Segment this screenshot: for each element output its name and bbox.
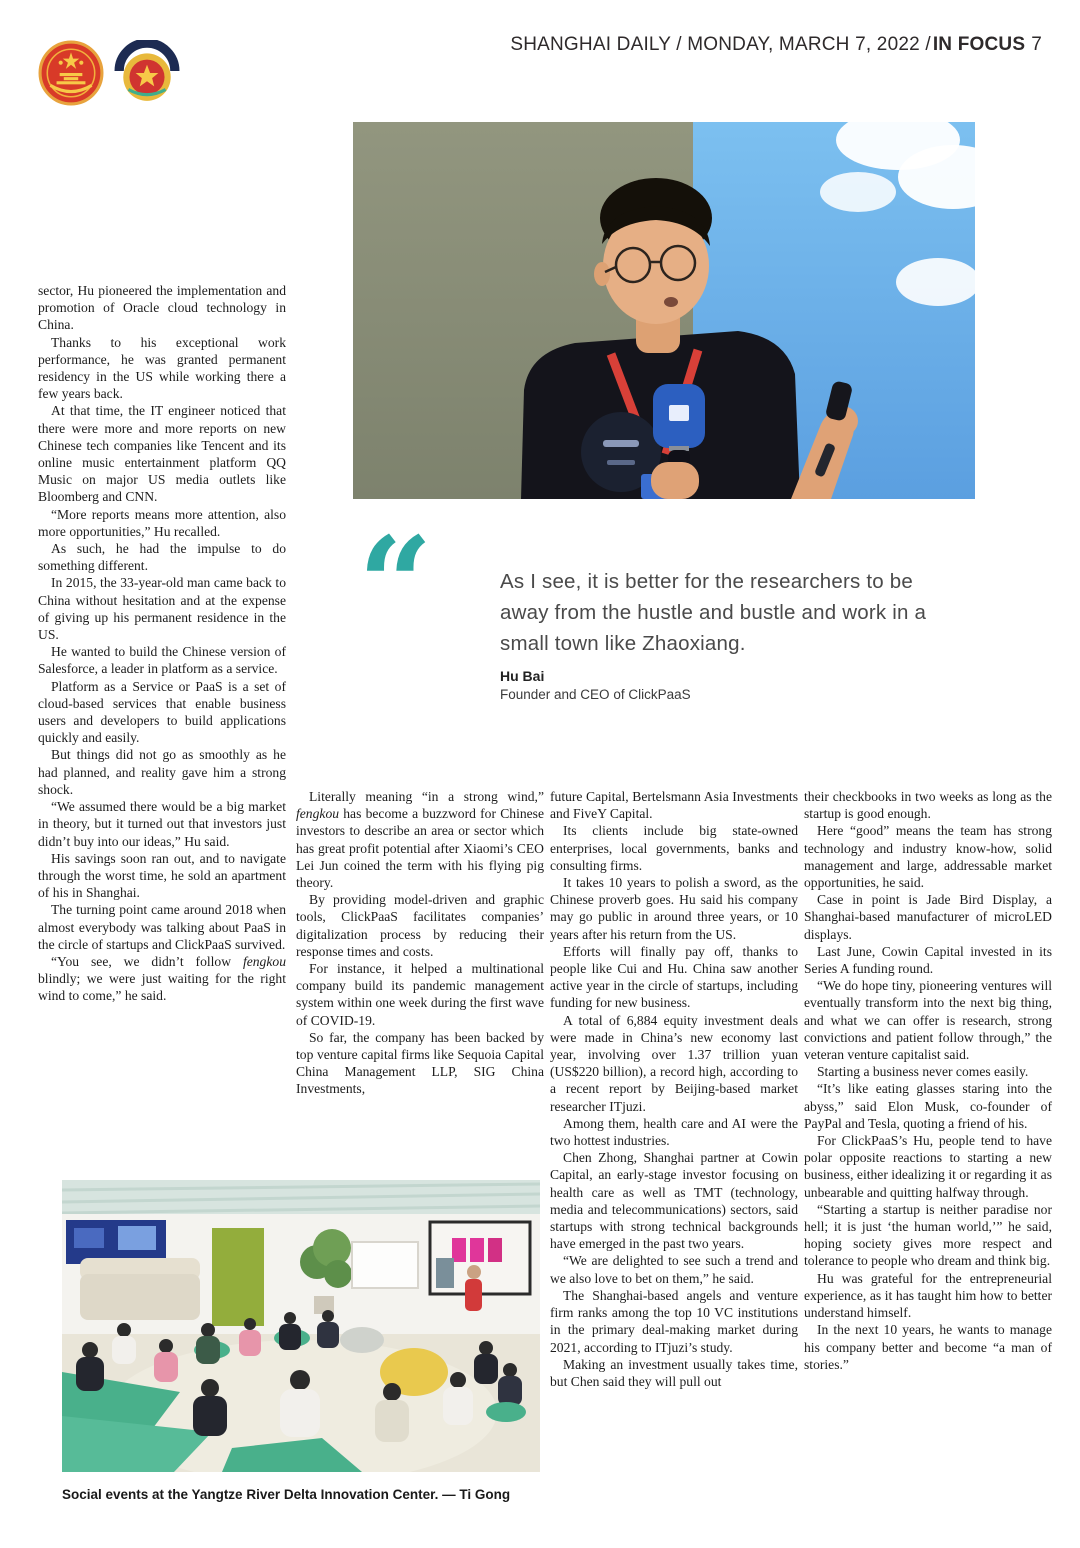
article-paragraph: “It’s like eating glasses staring into the abyss,” said Elon Musk, co-founder of PayPal and Tesla, quoting a friend of his. xyxy=(804,1081,1052,1131)
article-paragraph: Case in point is Jade Bird Display, a Shanghai-based manufacturer of microLED displays. xyxy=(804,892,1052,942)
emblems xyxy=(38,40,180,106)
article-paragraph: For ClickPaaS’s Hu, people tend to have polar opposite reactions to starting a new business, either idealizing it or regarding it as unbearable and quitting halfway through. xyxy=(804,1133,1052,1200)
article-paragraph: Chen Zhong, Shanghai partner at Cowin Capital, an early-stage investor focusing on health care as well as TMT (technology, media and telecommunications) sectors, said startups with strong technical backgrounds have emerged in the past two years. xyxy=(550,1150,798,1252)
article-paragraph: “We do hope tiny, pioneering ventures will eventually transform into the next big thing, and what we can offer is research, strong convictions and patient follow through,” the veteran venture capitalist said. xyxy=(804,978,1052,1063)
speaker-photo xyxy=(353,122,975,499)
article-column-1 xyxy=(38,282,286,1005)
article-paragraph: Hu was grateful for the entrepreneurial experience, as it has taught him how to better understand himself. xyxy=(804,1270,1052,1321)
article-paragraph: Its clients include big state-owned enterprises, local governments, banks and consulting firms. xyxy=(550,823,798,873)
article-column-4 xyxy=(804,788,1052,1373)
article-paragraph: “We are delighted to see such a trend and we also love to bet on them,” he said. xyxy=(550,1253,798,1286)
masthead-section: IN FOCUS xyxy=(932,34,1026,55)
article-paragraph: “Starting a startup is neither paradise nor hell; it is just ‘the human world,’” he said, hoping society gives more respect and tolerance to people who dream and think big. xyxy=(804,1201,1052,1269)
article-paragraph: But things did not go as smoothly as he had planned, and reality gave him a strong shock. xyxy=(38,747,286,797)
article-paragraph: The Shanghai-based angels and venture firm ranks among the top 10 VC institutions in the primary deal-making market during 2021, according to ITjuzi’s study. xyxy=(550,1287,798,1355)
article-paragraph: At that time, the IT engineer noticed that there were more and more reports on new Chinese tech companies like Tencent and its online music entertainment platform QQ Music on major US media outlets like Bloomberg and CNN. xyxy=(38,403,286,505)
article-paragraph: their checkbooks in two weeks as long as the startup is good enough. xyxy=(804,789,1052,822)
article-paragraph: Literally meaning “in a strong wind,” fengkou has become a buzzword for Chinese investors to describe an area or sector which has great profit potential after Xiaomi’s CEO Lei Jun coined the term with his flying pig theory. xyxy=(296,789,544,891)
article-column-2 xyxy=(296,788,544,1098)
quote-mark-icon: “ xyxy=(358,520,433,630)
event-photo xyxy=(62,1180,540,1472)
article-paragraph: It takes 10 years to polish a sword, as the Chinese proverb goes. Hu said his company may go public in around three years, or 10 years after his return from the US. xyxy=(550,875,798,942)
masthead xyxy=(510,34,1042,56)
article-paragraph: His savings soon ran out, and to navigate through the worst time, he sold an apartment of his in Shanghai. xyxy=(38,850,286,901)
cppcc-emblem-icon xyxy=(114,40,180,106)
article-paragraph: Among them, health care and AI were the two hottest industries. xyxy=(550,1115,798,1149)
article-paragraph: Last June, Cowin Capital invested in its Series A funding round. xyxy=(804,943,1052,977)
article-paragraph: Starting a business never comes easily. xyxy=(817,1064,1029,1080)
article-column-3 xyxy=(550,788,798,1390)
china-national-emblem-icon xyxy=(38,40,104,106)
article-paragraph: In 2015, the 33-year-old man came back to China without hesitation and at the expense of giving up his permanent residence in the US. xyxy=(38,575,286,643)
masthead-left: SHANGHAI DAILY / MONDAY, MARCH 7, 2022 / xyxy=(510,34,931,55)
article-paragraph: By providing model-driven and graphic tools, ClickPaaS facilitates companies’ digitalization process by reducing their response times and costs. xyxy=(296,892,544,959)
quote-author-title: Founder and CEO of ClickPaaS xyxy=(500,687,691,702)
quote-text: As I see, it is better for the researchers to be away from the hustle and bustle and work in a small town like Zhaoxiang. xyxy=(500,570,927,656)
article-paragraph: Efforts will finally pay off, thanks to people like Cui and Hu. China saw another active year in the circle of startups, including funding for new business. xyxy=(550,943,798,1011)
article-paragraph: A total of 6,884 equity investment deals were made in China’s new economy last year, involving over 1.37 trillion yuan (US$220 billion), a record high, according to a recent report by Beijing-based market researcher ITjuzi. xyxy=(550,1012,798,1114)
article-paragraph: sector, Hu pioneered the implementation and promotion of Oracle cloud technology in China. xyxy=(38,283,286,333)
article-paragraph: As such, he had the impulse to do something different. xyxy=(38,541,286,574)
article-paragraph: Platform as a Service or PaaS is a set of cloud-based services that enable business users and developers to build applications quickly and easily. xyxy=(38,678,286,746)
article-paragraph: Here “good” means the team has strong technology and industry know-how, solid management and large, addressable market opportunities, he said. xyxy=(804,823,1052,891)
article-paragraph: “More reports means more attention, also more opportunities,” Hu recalled. xyxy=(38,506,286,539)
article-paragraph: For instance, it helped a multinational company build its pandemic management system within one week during the first wave of COVID-19. xyxy=(296,961,544,1028)
quote-author: Hu Bai xyxy=(500,668,545,684)
masthead-page-number: 7 xyxy=(1031,34,1042,55)
article-paragraph: future Capital, Bertelsmann Asia Investments and FiveY Capital. xyxy=(550,789,798,822)
article-paragraph: “We assumed there would be a big market in theory, but it turned out that investors just didn’t buy into our ideas,” Hu said. xyxy=(38,799,286,849)
photo-caption: Social events at the Yangtze River Delta Innovation Center. — Ti Gong xyxy=(62,1487,511,1502)
article-paragraph: The turning point came around 2018 when almost everybody was talking about PaaS in the circle of startups and ClickPaaS survived. xyxy=(38,902,286,952)
article-paragraph: So far, the company has been backed by top venture capital firms like Sequoia Capital China Management LLP, SIG China Investments, xyxy=(296,1029,544,1097)
article-paragraph: “You see, we didn’t follow fengkou blindly; we were just waiting for the right wind to come,” he said. xyxy=(38,953,286,1004)
article-paragraph: Making an investment usually takes time, but Chen said they will pull out xyxy=(550,1356,798,1389)
article-paragraph: He wanted to build the Chinese version of Salesforce, a leader in platform as a service. xyxy=(38,644,286,677)
article-paragraph: In the next 10 years, he wants to manage his company better and become “a man of stories.” xyxy=(804,1322,1052,1372)
article-paragraph: Thanks to his exceptional work performance, he was granted permanent residency in the US while working there a few years back. xyxy=(38,334,286,402)
